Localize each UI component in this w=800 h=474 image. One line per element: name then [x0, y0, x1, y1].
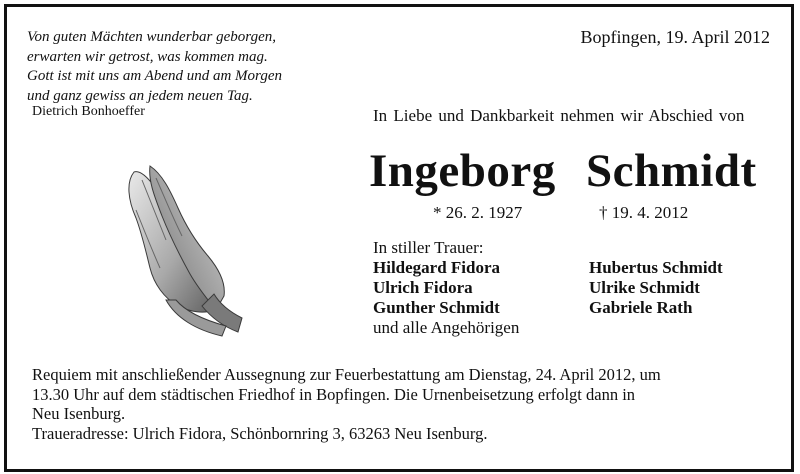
mourners-left — [373, 238, 519, 338]
mourner-name: Gabriele Rath — [589, 298, 693, 317]
place-date: Bopfingen, 19. April 2012 — [580, 27, 770, 47]
farewell-intro: In Liebe und Dankbarkeit nehmen wir Abschied von — [373, 106, 745, 125]
mourners-right — [589, 258, 723, 318]
poem — [27, 28, 282, 106]
poem-line: Von guten Mächten wunderbar geborgen, — [27, 29, 276, 45]
mourner-name: Hildegard Fidora — [373, 258, 501, 277]
poem-author: Dietrich Bonhoeffer — [32, 104, 145, 119]
mourner-name: Gunther Schmidt — [373, 298, 500, 317]
mourner-name: Hubertus Schmidt — [589, 258, 723, 277]
birth-date: * 26. 2. 1927 — [433, 203, 523, 222]
poem-line: erwarten wir getrost, was kommen mag. — [27, 48, 268, 65]
notice-line: 13.30 Uhr auf dem städtischen Friedhof in Bopfingen. Die Urnenbeisetzung erfolgt dann in — [32, 384, 636, 404]
praying-hands-icon — [106, 160, 246, 340]
deceased-name: Ingeborg Schmidt — [369, 145, 757, 197]
notice-line: Traueradresse: Ulrich Fidora, Schönbornring 3, 63263 Neu Isenburg. — [32, 423, 488, 443]
notice-line: Neu Isenburg. — [32, 404, 126, 423]
poem-line: Gott ist mit uns am Abend und am Morgen — [27, 68, 282, 84]
funeral-notice — [32, 365, 752, 443]
death-date: † 19. 4. 2012 — [599, 203, 689, 222]
poem-line: und ganz gewiss an jedem neuen Tag. — [27, 87, 253, 104]
notice-line: Requiem mit anschließender Aussegnung zur Feuerbestattung am Dienstag, 24. April 2012, um — [32, 365, 661, 384]
mourner-name: Ulrich Fidora — [373, 278, 473, 297]
mourners-closing: und alle Angehörigen — [373, 318, 520, 337]
mourner-name: Ulrike Schmidt — [589, 278, 700, 297]
mourners-heading: In stiller Trauer: — [373, 238, 484, 257]
